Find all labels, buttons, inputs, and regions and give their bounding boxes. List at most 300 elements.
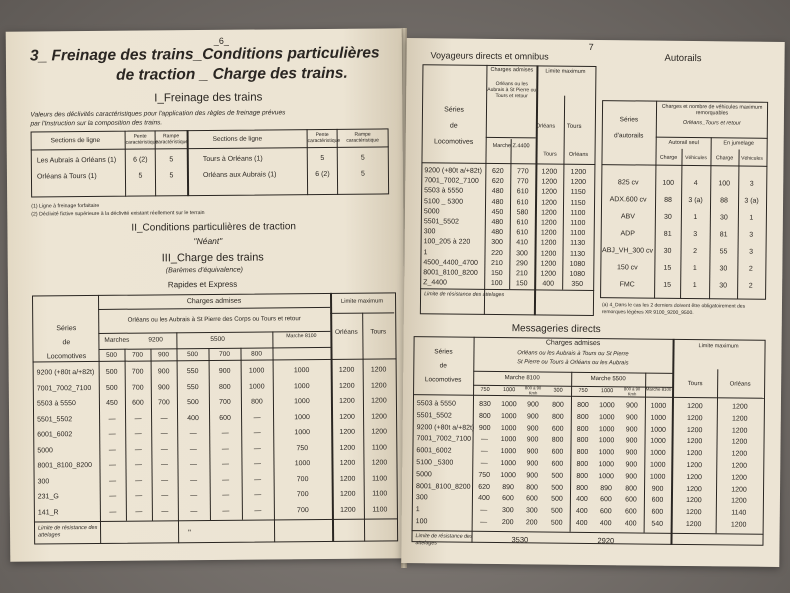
table-row-label: 300 (415, 494, 428, 502)
table-cell: — (222, 491, 230, 499)
table-cell: — (135, 477, 143, 485)
table-cell: 1000 (649, 473, 666, 481)
table-row-label: 7001_7002_7100 (424, 177, 479, 185)
mes-limit-a: 3530 (511, 535, 529, 545)
page-number: 7 (588, 41, 594, 52)
table-cell: — (160, 445, 168, 453)
load-sub-5: 700 (219, 350, 230, 358)
table-cell: 900 (526, 460, 539, 468)
table-cell: — (253, 414, 261, 422)
mes-h-2: 1000 (502, 387, 516, 394)
table-cell: 500 (551, 484, 563, 492)
table-cell: 1200 (338, 382, 355, 390)
table-cell: 770 (516, 168, 529, 176)
table-cell: 1200 (731, 450, 748, 458)
table-row-label: 5501_5502 (37, 415, 73, 423)
table-row-label: 300 (37, 477, 50, 485)
table-cell: 610 (516, 188, 529, 196)
table-row-label: 9200 (+80t a/+82t) (416, 423, 475, 432)
table-cell: 600 (551, 425, 564, 433)
mes-series-label-1: Séries (434, 348, 453, 356)
table-cell: 1200 (370, 381, 387, 390)
load-col-6 (241, 363, 274, 518)
table-cell: — (160, 414, 168, 422)
mes-col-3 (520, 399, 545, 529)
load-col-7 (273, 363, 332, 519)
table-cell: 1200 (731, 462, 748, 470)
table-cell: 1 (693, 214, 698, 222)
load-foot-mark: " (188, 528, 191, 538)
table-cell: — (221, 460, 230, 468)
table-cell: 900 (526, 413, 539, 421)
braking-head-section-2: Sections de ligne (212, 135, 263, 143)
load-sub-2: 700 (132, 351, 143, 359)
table-cell: 600 (219, 414, 231, 422)
table-row-label: ADX.600 cv (609, 196, 647, 204)
load-marches-label: Marches (104, 336, 130, 344)
table-cell: 610 (516, 198, 529, 206)
table-cell: 400 (575, 519, 588, 527)
table-cell: 890 (502, 483, 514, 491)
table-cell: 700 (296, 475, 309, 483)
table-cell: — (221, 445, 229, 453)
auto-col-4 (737, 176, 765, 295)
table-cell: — (109, 492, 117, 500)
table-cell: 400 (624, 520, 637, 528)
load-series-label-3: Locomotives (46, 353, 87, 361)
table-cell: 1000 (500, 448, 517, 456)
table-cell: 1000 (598, 413, 615, 422)
table-cell: 300 (491, 239, 503, 247)
mes-col-orleans (716, 401, 763, 531)
table-cell: — (108, 415, 116, 423)
voy-limit-header: Limite maximum (545, 68, 586, 75)
table-row-label: 825 cv (617, 179, 639, 187)
table-cell: 610 (516, 229, 529, 237)
table-cell: 1200 (686, 485, 702, 493)
table-cell: — (160, 430, 168, 438)
mes-h-5: 750 (578, 387, 588, 394)
table-cell: 600 (132, 399, 144, 407)
table-cell: 1200 (540, 219, 557, 227)
table-cell: 400 (187, 414, 199, 422)
section-title-line1: 3_ Freinage des trains_Conditions particulières (29, 44, 380, 65)
table-cell: 1080 (569, 260, 586, 268)
braking-row1-section: Les Aubrais à Orléans (1) (36, 156, 117, 165)
table-cell: 1000 (599, 402, 615, 410)
table-cell: 30 (719, 265, 728, 273)
table-cell: 1200 (570, 168, 587, 176)
auto-h-vehicules: Véhicules (685, 154, 707, 162)
mes-marche-b: Marche 5500 (590, 375, 626, 383)
table-cell: 1200 (685, 509, 702, 517)
table-cell: 480 (491, 218, 504, 226)
table-cell: 1200 (686, 450, 703, 458)
intro-line1: Valeurs des déclivités caractéristiques pour l'application des règles de freinage prévues (30, 109, 286, 119)
table-row-label: ABV (620, 213, 635, 221)
table-cell: 800 (218, 383, 231, 391)
auto-series-label-1: Séries (619, 116, 639, 124)
table-cell: 900 (157, 383, 170, 391)
table-cell: 1150 (570, 189, 586, 197)
table-cell: 1200 (686, 497, 702, 505)
table-cell: — (253, 429, 261, 437)
table-cell: — (134, 415, 142, 423)
table-cell: 1200 (339, 413, 355, 421)
braking-row2-rampe-2: 5 (360, 170, 365, 178)
table-cell: 1200 (540, 270, 557, 278)
table-cell: 1000 (598, 461, 615, 469)
mes-marche-a: Marche 8100 (504, 375, 540, 382)
table-cell: 600 (600, 496, 612, 504)
table-cell: 210 (491, 259, 503, 267)
table-cell: 1200 (731, 486, 747, 494)
table-cell: — (253, 460, 262, 468)
table-cell: 350 (571, 280, 584, 288)
table-cell: 1000 (500, 424, 517, 432)
table-cell: 1100 (570, 219, 586, 227)
table-cell: 480 (491, 229, 504, 237)
mes-limit-header: Limite maximum (698, 343, 739, 350)
table-cell: 900 (625, 473, 638, 481)
voy-route-header: Orléans ou les Aubrais à St Pierre ou Tours et retour (487, 80, 537, 100)
table-cell: 1000 (294, 460, 311, 468)
auto-jumelage-header: En jumelage (723, 140, 754, 147)
table-row-label: 7001_7002_7100 (416, 435, 472, 444)
auto-charges-header: Charges et nombre de véhicules maximum remorquables (661, 103, 763, 117)
table-cell: 600 (651, 508, 664, 516)
table-row-label: 5000 (416, 470, 432, 479)
load-series-column (37, 365, 100, 521)
table-row-label: 4500_4400_4700 (423, 258, 478, 267)
voy-series-label-2: de (449, 122, 458, 130)
load-col-1 (99, 365, 126, 520)
mes-col-7 (618, 400, 645, 530)
mes-series-column (416, 398, 473, 528)
table-cell: 1200 (686, 438, 703, 446)
mes-limit-label: Limite de résistance des attelages (415, 533, 473, 546)
table-cell: 100 (490, 279, 503, 288)
voy-charges-header: Charges admises (490, 66, 534, 74)
table-cell: 800 (576, 437, 589, 445)
voy-series-column (423, 166, 486, 289)
table-cell: 1200 (371, 397, 387, 405)
table-cell: — (253, 445, 261, 453)
table-cell: 1 (692, 265, 697, 273)
table-cell: 30 (663, 213, 672, 221)
subsection-3-subtitle-2: Rapides et Express (167, 279, 238, 290)
load-col-2 (125, 364, 152, 519)
table-cell: — (134, 446, 142, 454)
table-row-label: Z_4400 (423, 279, 447, 287)
table-cell: 1000 (294, 413, 310, 421)
mes-col-1 (472, 399, 497, 529)
voy-col-3 (534, 167, 563, 290)
load-col-4 (177, 364, 210, 519)
table-cell: 800 (551, 436, 564, 445)
table-row-label: 5000 (37, 446, 53, 454)
auto-h-charge-2: Charge (715, 155, 734, 162)
table-row-label: 5501_5502 (423, 218, 459, 226)
table-cell: 830 (479, 400, 491, 408)
table-cell: 1200 (686, 414, 703, 422)
table-cell: 400 (542, 280, 555, 288)
table-cell: 2 (748, 282, 753, 290)
table-cell: 1000 (650, 426, 666, 434)
table-cell: — (254, 507, 262, 515)
load-sub-3: 900 (158, 351, 169, 359)
table-cell: 600 (651, 496, 664, 505)
table-cell: 410 (516, 239, 528, 247)
voyageurs-title: Voyageurs directs et omnibus (430, 50, 549, 62)
table-cell: 700 (297, 506, 309, 514)
voy-series-label-1: Séries (444, 106, 464, 114)
braking-row2-rampe: 5 (169, 172, 174, 180)
table-cell: 1000 (293, 382, 310, 390)
load-orleans-header: Orléans (334, 328, 358, 336)
mes-h-8: Marche 8100 (645, 386, 672, 392)
table-cell: 81 (663, 230, 672, 238)
table-cell: — (108, 461, 117, 469)
table-cell: 620 (478, 483, 490, 491)
table-cell: 900 (626, 402, 638, 410)
table-cell: 1000 (649, 461, 666, 469)
section-title-line2: de traction _ Charge des trains. (116, 64, 348, 84)
voy-limit-tours: Tours (566, 123, 582, 130)
subsection-2-title: II_Conditions particulières de traction (131, 221, 296, 234)
table-cell: 4 (693, 180, 698, 188)
table-cell: 3 (a) (744, 197, 759, 205)
table-cell: 400 (575, 508, 588, 516)
table-cell: 600 (551, 460, 564, 468)
braking-row1-section-2: Tours à Orléans (1) (202, 155, 263, 164)
table-cell: 1200 (540, 260, 557, 268)
subsection-3-title: III_Charge des trains (161, 251, 264, 265)
table-row-label: 100 (415, 518, 428, 526)
load-series-label-1: Séries (56, 325, 77, 333)
table-cell: — (481, 436, 489, 444)
table-cell: 88 (664, 196, 673, 204)
table-cell: 800 (576, 425, 589, 433)
table-cell: 1080 (569, 270, 586, 278)
table-cell: 900 (625, 414, 638, 422)
table-cell: 3 (693, 231, 698, 239)
table-cell: — (480, 448, 488, 456)
auto-h-charge: Charge (659, 154, 678, 161)
mes-series-label-2: de (439, 362, 447, 370)
load-charges-header: Charges admises (186, 297, 242, 306)
table-cell: 220 (491, 249, 503, 257)
table-cell: 1000 (500, 460, 517, 468)
table-cell: 210 (515, 270, 528, 278)
table-cell: 600 (551, 448, 564, 456)
braking-row1-rampe: 5 (169, 156, 174, 164)
table-cell: 1000 (598, 472, 614, 481)
table-cell: 900 (526, 472, 539, 480)
table-cell: 1100 (372, 474, 388, 483)
table-cell: 550 (186, 383, 199, 391)
table-cell: 1000 (248, 367, 265, 375)
table-cell: — (135, 508, 143, 516)
table-cell: 600 (502, 495, 514, 503)
table-cell: 1100 (371, 443, 387, 452)
table-cell: 500 (550, 519, 563, 527)
table-cell: 1000 (500, 412, 517, 421)
table-cell: 81 (719, 231, 728, 239)
mes-h-1: 750 (480, 386, 490, 393)
subsection-2-value: "Néant" (193, 235, 223, 247)
table-cell: — (189, 445, 197, 453)
table-cell: 1200 (686, 461, 703, 470)
table-row-label: 6001_6002 (416, 447, 452, 455)
table-row-label: 150 cv (617, 264, 638, 272)
left-page (6, 28, 407, 561)
table-cell: 1200 (541, 178, 558, 186)
table-cell: 1200 (339, 459, 356, 467)
braking-row2-pente-2: 6 (2) (315, 170, 330, 179)
table-cell: 1100 (372, 505, 388, 514)
braking-row1-rampe-2: 5 (360, 154, 365, 162)
table-cell: 750 (296, 444, 309, 452)
table-cell: 3 (a) (688, 196, 703, 205)
table-cell: 1200 (541, 168, 558, 176)
auto-footnote: (a) 4_Dans le cas les 2 derniers doivent être obligatoirement des remorques légères XR 9100_9200_9500. (601, 302, 746, 316)
table-cell: 450 (106, 399, 118, 407)
table-cell: 600 (625, 496, 637, 504)
table-cell: — (480, 518, 488, 526)
table-cell: 1000 (293, 367, 310, 375)
table-cell: 580 (516, 208, 529, 217)
table-cell: 700 (219, 398, 231, 406)
load-sub-6: 800 (251, 350, 262, 358)
table-row-label: 1 (423, 248, 428, 256)
table-cell: 100 (718, 180, 731, 188)
table-row-label: 5000 (423, 207, 440, 216)
table-cell: — (254, 476, 262, 484)
table-cell: 200 (501, 519, 514, 527)
table-cell: 1130 (570, 240, 586, 248)
table-cell: 900 (625, 461, 638, 469)
table-cell: 2 (748, 265, 753, 273)
table-cell: — (480, 459, 488, 467)
table-row-label: 5100 _ 5300 (424, 197, 464, 206)
mes-h-7: 800 à 90 Kmh (623, 386, 641, 397)
table-cell: 1000 (500, 436, 517, 444)
table-cell: 1000 (501, 401, 517, 409)
table-cell: 800 (625, 484, 637, 493)
load-marche-5500: 5500 (210, 335, 225, 343)
braking-head-rampe-2: Rampe caractéristique (346, 131, 379, 144)
table-cell: 800 (576, 472, 589, 480)
braking-row1-pente-2: 5 (320, 154, 325, 162)
table-cell: — (221, 429, 229, 437)
table-cell: 1 (749, 214, 754, 222)
table-row-label: ADP (620, 230, 635, 238)
table-cell: — (108, 430, 116, 438)
table-cell: — (134, 430, 142, 438)
table-cell: 1200 (731, 497, 747, 505)
table-cell: 1200 (541, 188, 557, 196)
table-cell: 500 (105, 384, 118, 392)
table-cell: 600 (624, 508, 637, 516)
table-cell: 1000 (598, 449, 615, 457)
table-row-label: 300 (423, 228, 436, 236)
mes-h-3: 800 à 90 Kmh (524, 385, 542, 396)
load-marche-8100: Marche 8100 (286, 333, 317, 340)
table-cell: 30 (719, 282, 728, 290)
table-cell: 600 (599, 508, 612, 516)
auto-col-3 (709, 175, 738, 294)
table-cell: 770 (516, 178, 529, 186)
table-cell: 700 (131, 384, 144, 392)
table-row-label: 141_R (37, 508, 59, 516)
table-cell: 1000 (650, 437, 666, 446)
table-cell: 3 (749, 180, 754, 188)
mes-col-6 (594, 400, 619, 530)
table-cell: 1200 (339, 428, 356, 436)
mes-limit-b: 2920 (597, 536, 615, 546)
table-cell: 500 (187, 399, 199, 407)
table-cell: 3 (749, 248, 754, 256)
table-cell: 890 (600, 484, 612, 492)
intro-line2: par l'Instruction sur la composition des trains. (30, 119, 163, 128)
table-cell: — (222, 476, 230, 484)
voy-col-4 (562, 168, 593, 291)
mes-route-1: Orléans ou les Aubrais à Tours ou St Pierre (517, 350, 629, 358)
table-cell: 1130 (569, 250, 586, 258)
subsection-3-subtitle: (Barèmes d'équivalence) (165, 266, 244, 275)
table-cell: — (109, 477, 117, 485)
table-cell: — (160, 461, 169, 469)
table-cell: 1200 (339, 490, 356, 498)
table-cell: 400 (478, 495, 490, 503)
table-row-label: 1 (415, 506, 420, 514)
footnote-2: (2) Déclivité fictive supérieure à la déclivité existant réellement sur le terrain (31, 210, 205, 218)
table-cell: 1200 (371, 412, 387, 421)
voy-col-1 (484, 167, 510, 290)
table-cell: 550 (186, 368, 199, 376)
table-cell: 1200 (732, 403, 748, 411)
mes-col-tours (672, 401, 717, 531)
table-cell: 1200 (686, 473, 702, 481)
table-cell: 15 (663, 264, 672, 272)
mes-series-label-3: Locomotives (424, 376, 462, 384)
table-cell: 620 (491, 167, 504, 176)
voy-limit-label: Limite de résistance des attelages (424, 291, 505, 299)
table-row-label: 6001_6002 (37, 431, 73, 439)
table-cell: 30 (663, 247, 672, 255)
braking-head-section: Sections de ligne (50, 136, 101, 145)
table-cell: 450 (491, 208, 504, 216)
table-cell: 150 (515, 280, 528, 288)
table-cell: 900 (651, 485, 664, 493)
table-row-label: ABJ_VH_300 cv (602, 247, 654, 255)
table-cell: — (135, 492, 143, 500)
table-cell: 800 (552, 401, 564, 409)
table-cell: 200 (525, 519, 538, 527)
table-cell: 1 (692, 282, 697, 290)
page-number: _6_ (213, 35, 229, 46)
table-cell: 1000 (294, 429, 311, 437)
table-cell: 1200 (686, 426, 703, 434)
table-cell: — (161, 507, 169, 515)
mes-col-8 (644, 401, 672, 531)
table-cell: 1200 (541, 209, 557, 217)
right-page (401, 38, 784, 567)
table-cell: 1000 (500, 471, 517, 479)
auto-series-label-2: d'autorails (613, 132, 644, 140)
mes-col-5 (570, 400, 595, 530)
